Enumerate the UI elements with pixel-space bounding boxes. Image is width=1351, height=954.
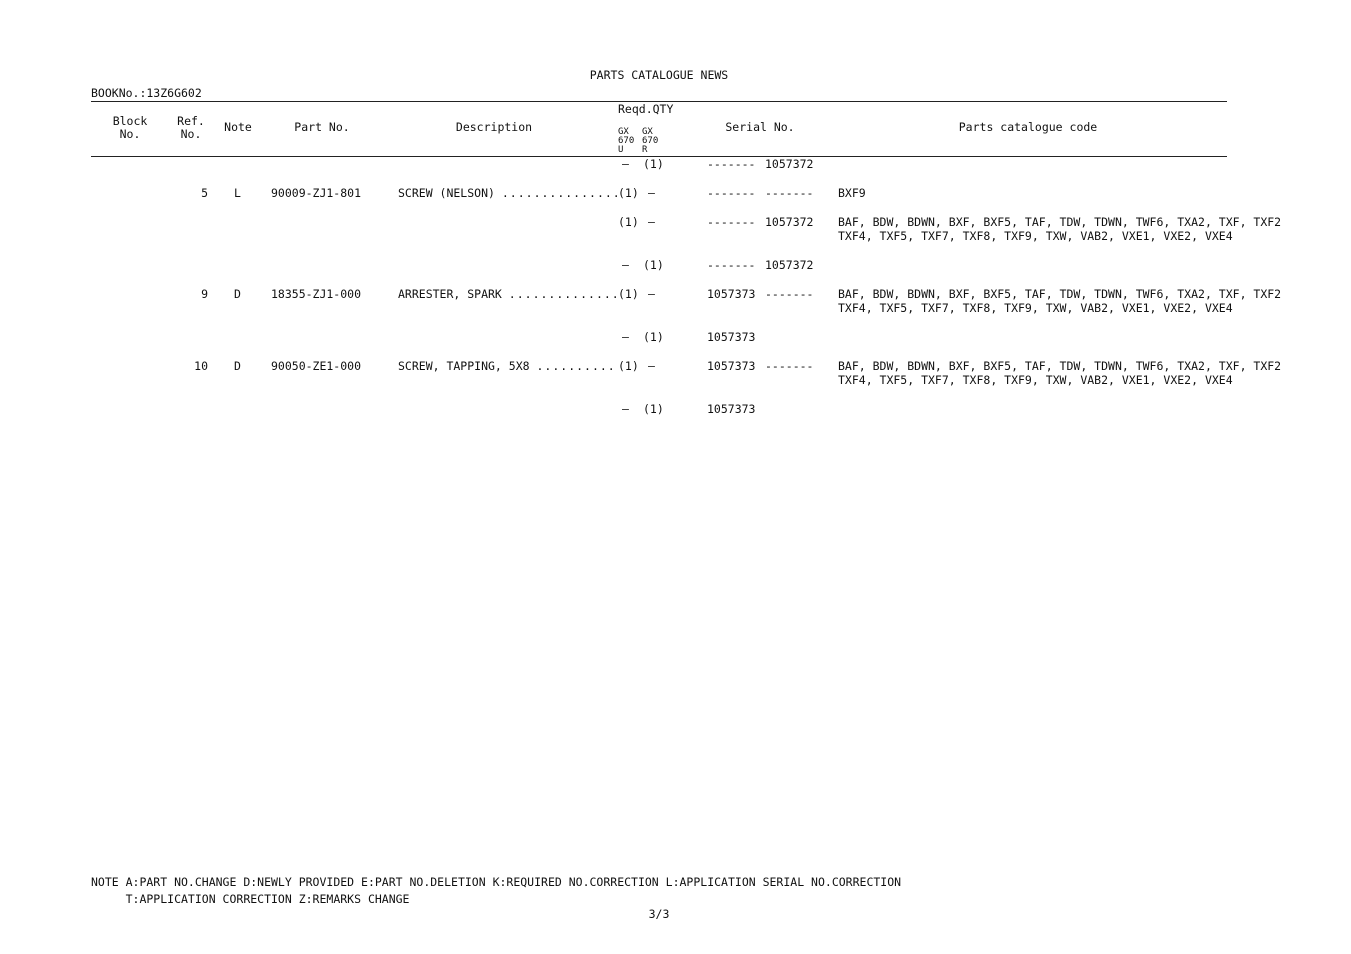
column-header-ref-line1: Ref. xyxy=(177,114,205,128)
gx-r-line3: R xyxy=(642,145,648,155)
parts-code-line2: TXF4, TXF5, TXF7, TXF8, TXF9, TXW, VAB2, VXE1, VXE2, VXE4 xyxy=(838,229,1233,243)
gx-u-line2: 670 xyxy=(618,136,635,146)
description-leader: .............. xyxy=(508,287,620,301)
serial-to: ------- xyxy=(765,186,814,200)
parts-code-line1: BAF, BDW, BDWN, BXF, BXF5, TAF, TDW, TDWN, TWF6, TXA2, TXF, TXF2 xyxy=(838,215,1282,229)
serial-to: 1057372 xyxy=(765,157,814,171)
serial-from: 1057373 xyxy=(707,330,756,344)
description xyxy=(398,359,616,373)
serial-to: ------- xyxy=(765,359,814,373)
part-no: 90009-ZJ1-801 xyxy=(271,186,362,200)
description-leader: .......... xyxy=(536,359,616,373)
column-header-block-no xyxy=(105,115,155,141)
column-header-ref-no xyxy=(172,115,210,141)
qty-u: – xyxy=(622,157,629,171)
ref-no: 9 xyxy=(201,287,208,301)
qty-u: – xyxy=(622,330,629,344)
column-header-gx670u xyxy=(618,128,634,155)
qty-u: (1) xyxy=(618,287,639,301)
qty-u: – xyxy=(622,258,629,272)
serial-from: ------- xyxy=(707,157,756,171)
part-no: 90050-ZE1-000 xyxy=(271,359,362,373)
serial-from: ------- xyxy=(707,215,756,229)
qty-u: (1) xyxy=(618,359,639,373)
part-no: 18355-ZJ1-000 xyxy=(271,287,362,301)
gx-u-line1: GX xyxy=(618,127,629,137)
book-number: BOOKNo.:13Z6G602 xyxy=(91,86,202,100)
column-header-reqd-qty: Reqd.QTY xyxy=(618,102,674,116)
qty-r: (1) xyxy=(643,330,664,344)
parts-code: BXF9 xyxy=(838,186,866,200)
description-text: ARRESTER, SPARK xyxy=(398,287,502,301)
description-text: SCREW, TAPPING, 5X8 xyxy=(398,359,530,373)
note-code: D xyxy=(234,287,241,301)
column-header-description: Description xyxy=(455,120,533,134)
column-header-note: Note xyxy=(224,120,252,134)
ref-no: 10 xyxy=(194,359,208,373)
gx-r-line2: 670 xyxy=(642,136,659,146)
qty-u: (1) xyxy=(618,215,639,229)
qty-r: – xyxy=(648,186,655,200)
serial-from: ------- xyxy=(707,186,756,200)
note-code: D xyxy=(234,359,241,373)
notes-legend-line1: NOTE A:PART NO.CHANGE D:NEWLY PROVIDED E:PART NO.DELETION K:REQUIRED NO.CORRECTION L:APPLICATION SERIAL NO.CORRECTION xyxy=(91,875,902,889)
serial-to: 1057372 xyxy=(765,258,814,272)
serial-to: 1057372 xyxy=(765,215,814,229)
qty-r: – xyxy=(648,287,655,301)
page-title: PARTS CATALOGUE NEWS xyxy=(589,68,729,82)
parts-code-line2: TXF4, TXF5, TXF7, TXF8, TXF9, TXW, VAB2, VXE1, VXE2, VXE4 xyxy=(838,373,1233,387)
column-header-part-no: Part No. xyxy=(294,120,350,134)
note-code: L xyxy=(234,186,241,200)
serial-from: 1057373 xyxy=(707,287,756,301)
parts-code-line1: BAF, BDW, BDWN, BXF, BXF5, TAF, TDW, TDWN, TWF6, TXA2, TXF, TXF2 xyxy=(838,359,1282,373)
gx-r-line1: GX xyxy=(642,127,653,137)
notes-legend xyxy=(91,874,901,908)
column-header-parts-code: Parts catalogue code xyxy=(958,120,1098,134)
column-header-block-line2: No. xyxy=(119,127,141,141)
qty-r: – xyxy=(648,215,655,229)
notes-legend-line2: T:APPLICATION CORRECTION Z:REMARKS CHANGE xyxy=(91,892,410,906)
qty-r: (1) xyxy=(643,258,664,272)
qty-r: – xyxy=(648,359,655,373)
description xyxy=(398,186,621,200)
serial-from: ------- xyxy=(707,258,756,272)
ref-no: 5 xyxy=(201,186,208,200)
qty-r: (1) xyxy=(643,157,664,171)
serial-to: ------- xyxy=(765,287,814,301)
parts-code-line1: BAF, BDW, BDWN, BXF, BXF5, TAF, TDW, TDWN, TWF6, TXA2, TXF, TXF2 xyxy=(838,287,1282,301)
qty-u: – xyxy=(622,402,629,416)
serial-from: 1057373 xyxy=(707,402,756,416)
column-header-block-line1: Block xyxy=(112,114,148,128)
serial-from: 1057373 xyxy=(707,359,756,373)
parts-code-line2: TXF4, TXF5, TXF7, TXF8, TXF9, TXW, VAB2, VXE1, VXE2, VXE4 xyxy=(838,301,1233,315)
column-header-gx670r xyxy=(642,128,658,155)
description-text: SCREW (NELSON) xyxy=(398,186,495,200)
column-header-ref-line2: No. xyxy=(180,127,202,141)
column-header-serial-no: Serial No. xyxy=(725,120,795,134)
description-leader: ............... xyxy=(501,186,621,200)
gx-u-line3: U xyxy=(618,145,624,155)
qty-r: (1) xyxy=(643,402,664,416)
qty-u: (1) xyxy=(618,186,639,200)
description xyxy=(398,287,620,301)
page-number: 3/3 xyxy=(648,907,670,921)
